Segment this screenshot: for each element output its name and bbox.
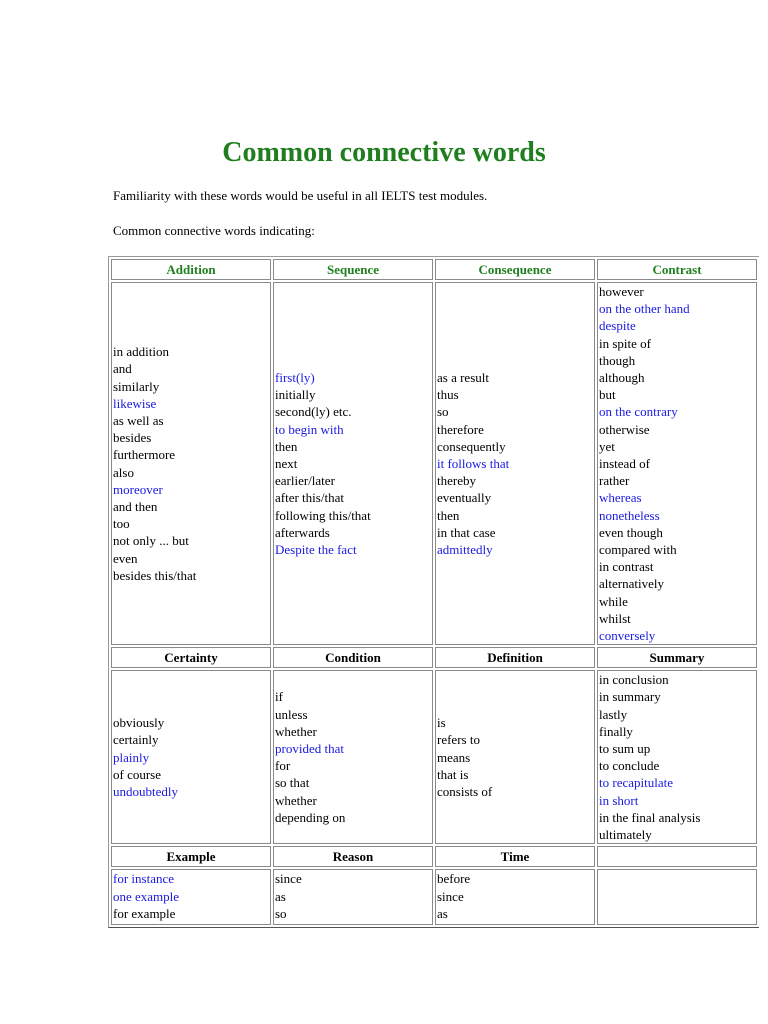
connective-word: compared with — [599, 542, 677, 558]
header-addition: Addition — [111, 259, 271, 280]
connective-word: also — [113, 464, 134, 480]
connective-word: earlier/later — [275, 473, 335, 489]
connective-word: so — [437, 404, 449, 420]
connective-word: in summary — [599, 689, 661, 705]
lead-text: Common connective words indicating: — [113, 223, 315, 238]
connective-word: in addition — [113, 344, 169, 360]
connective-word: in conclusion — [599, 672, 669, 688]
connective-word: since — [437, 888, 464, 904]
connective-word: next — [275, 456, 298, 472]
connective-word: before — [437, 871, 471, 887]
connective-word: whilst — [599, 610, 631, 626]
connective-word: and — [113, 361, 132, 377]
connective-word: as well as — [113, 413, 164, 429]
header-contrast: Contrast — [597, 259, 757, 280]
connective-word: thereby — [437, 473, 476, 489]
cell-time — [435, 869, 595, 925]
connective-word: admittedly — [437, 542, 493, 558]
header-row-1 — [111, 259, 757, 280]
connective-word: after this/that — [275, 490, 344, 506]
connective-word: as — [437, 905, 448, 921]
connective-word: alternatively — [599, 576, 664, 592]
header-reason: Reason — [273, 846, 433, 867]
connective-word: for example — [113, 905, 176, 921]
connective-word: besides — [113, 430, 152, 446]
header-row-2 — [111, 647, 757, 668]
connective-word: unless — [275, 706, 308, 722]
connective-word: whereas — [599, 490, 642, 506]
header-row-3 — [111, 846, 757, 867]
connective-word: whether — [275, 792, 317, 808]
connectives-table — [108, 256, 759, 928]
connective-word: yet — [599, 438, 615, 454]
connective-word: though — [599, 352, 636, 368]
cell-example — [111, 869, 271, 925]
connective-word: obviously — [113, 715, 165, 731]
connective-word: so that — [275, 775, 310, 791]
intro-text: Familiarity with these words would be useful in all IELTS test modules. — [113, 188, 488, 203]
connective-word: nonetheless — [599, 507, 660, 523]
connective-word: afterwards — [275, 524, 330, 540]
cell-certainty — [111, 670, 271, 844]
connective-word: in that case — [437, 524, 496, 540]
connective-word: as — [275, 888, 286, 904]
cell-condition — [273, 670, 433, 844]
header-definition: Definition — [435, 647, 595, 668]
connective-word: since — [275, 871, 302, 887]
page-title: Common connective words — [222, 137, 546, 168]
connective-word: is — [437, 715, 446, 731]
connective-word: although — [599, 370, 645, 386]
connective-word: even — [113, 550, 138, 566]
cell-addition — [111, 282, 271, 645]
connective-word: whether — [275, 723, 317, 739]
connectives-table-wrapper — [108, 256, 768, 932]
connective-word: in contrast — [599, 559, 654, 575]
connective-word: on the contrary — [599, 404, 678, 420]
connective-word: it follows that — [437, 456, 510, 472]
header-condition: Condition — [273, 647, 433, 668]
connective-word: for instance — [113, 871, 175, 887]
connective-word: in short — [599, 792, 639, 808]
header-example: Example — [111, 846, 271, 867]
connective-word: thus — [437, 387, 459, 403]
connective-word: then — [275, 438, 298, 454]
cell-definition — [435, 670, 595, 844]
connective-word: conversely — [599, 628, 656, 644]
connective-word: besides this/that — [113, 567, 197, 583]
cell-sequence — [273, 282, 433, 645]
connective-word: first(ly) — [275, 370, 315, 386]
connective-word: for — [275, 758, 291, 774]
connective-word: moreover — [113, 481, 163, 497]
header-sequence: Sequence — [273, 259, 433, 280]
connective-word: ultimately — [599, 827, 652, 843]
connective-word: lastly — [599, 706, 628, 722]
connective-word: too — [113, 516, 130, 532]
connective-word: however — [599, 284, 644, 299]
connective-word: means — [437, 749, 471, 765]
header-empty — [597, 846, 757, 867]
connective-word: provided that — [275, 741, 344, 757]
connective-word: then — [437, 507, 460, 523]
connective-word: initially — [275, 387, 316, 403]
connective-word: that is — [437, 766, 469, 782]
connective-word: second(ly) etc. — [275, 404, 352, 420]
header-certainty: Certainty — [111, 647, 271, 668]
body-row-2 — [111, 670, 757, 844]
header-time: Time — [435, 846, 595, 867]
connective-word: instead of — [599, 456, 650, 472]
connective-word: certainly — [113, 732, 159, 748]
connective-word: similarly — [113, 378, 160, 394]
connective-word: consists of — [437, 784, 493, 800]
connective-word: therefore — [437, 421, 484, 437]
body-row-3 — [111, 869, 757, 925]
connective-word: furthermore — [113, 447, 176, 463]
connective-word: despite — [599, 318, 636, 334]
connective-word: finally — [599, 723, 633, 739]
cell-summary — [597, 670, 757, 844]
connective-word: undoubtedly — [113, 784, 178, 800]
connective-word: in the final analysis — [599, 809, 701, 825]
connective-word: likewise — [113, 395, 157, 411]
connective-word: to conclude — [599, 758, 660, 774]
connective-word: refers to — [437, 732, 480, 748]
body-row-1 — [111, 282, 757, 645]
connective-word: rather — [599, 473, 630, 489]
connective-word: eventually — [437, 490, 492, 506]
connective-word: in spite of — [599, 335, 651, 351]
connective-word: but — [599, 387, 616, 403]
cell-consequence — [435, 282, 595, 645]
connective-word: of course — [113, 766, 162, 782]
connective-word: to recapitulate — [599, 775, 673, 791]
connective-word: following this/that — [275, 507, 371, 523]
cell-contrast — [597, 282, 757, 645]
connective-word: one example — [113, 888, 180, 904]
cell-reason — [273, 869, 433, 925]
connective-word: otherwise — [599, 421, 650, 437]
connective-word: to sum up — [599, 741, 651, 757]
header-summary: Summary — [597, 647, 757, 668]
connective-word: consequently — [437, 438, 506, 454]
connective-word: depending on — [275, 809, 346, 825]
connective-word: if — [275, 689, 283, 705]
connective-word: to begin with — [275, 421, 344, 437]
connective-word: on the other hand — [599, 301, 690, 317]
connective-word: so — [275, 905, 287, 921]
connective-word: not only ... but — [113, 533, 189, 549]
connective-word: and then — [113, 499, 158, 515]
cell-empty — [597, 869, 757, 925]
connective-word: while — [599, 593, 628, 609]
connective-word: as a result — [437, 370, 489, 386]
connective-word: Despite the fact — [275, 542, 357, 558]
connective-word: even though — [599, 524, 663, 540]
connective-word: plainly — [113, 749, 150, 765]
header-consequence: Consequence — [435, 259, 595, 280]
